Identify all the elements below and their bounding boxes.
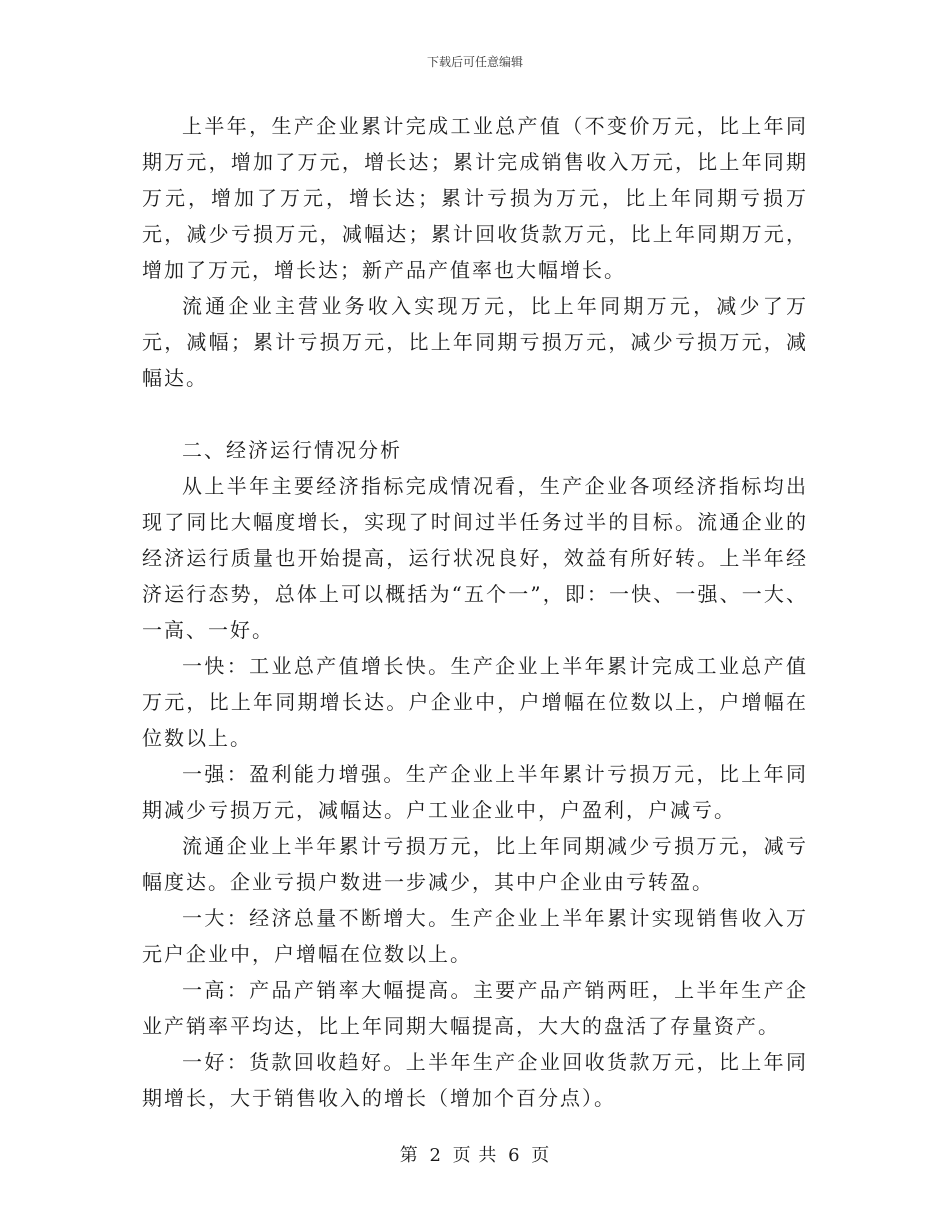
header-note: 下载后可任意编辑 [426, 55, 523, 69]
page-number [0, 1144, 950, 1168]
page-middle: 页 共 [452, 1145, 498, 1166]
paragraph-industry-summary: 上半年，生产企业累计完成工业总产值（不变价万元，比上年同期万元，增加了万元，增长达；累计完成销售收入万元，比上年同期万元，增加了万元，增长达；累计亏损为万元，比上年同期亏损万元，减少亏损万元，减幅达；累计回收货款万元，比上年同期万元，增加了万元，增长达；新产品产值率也大幅增长。 [142, 114, 808, 282]
paragraph-circulation-loss: 流通企业上半年累计亏损万元，比上年同期减少亏损万元，减亏幅度达。企业亏损户数进一步减少，其中户企业由亏转盈。 [142, 834, 808, 894]
paragraph-big: 一大：经济总量不断增大。生产企业上半年累计实现销售收入万元户企业中，户增幅在位数以上。 [142, 906, 808, 966]
paragraph-strong: 一强：盈利能力增强。生产企业上半年累计亏损万元，比上年同期减少亏损万元，减幅达。户工业企业中，户盈利，户减亏。 [142, 762, 808, 822]
page-suffix: 页 [531, 1145, 551, 1166]
document-body [142, 108, 808, 1116]
paragraph-fast: 一快：工业总产值增长快。生产企业上半年累计完成工业总产值万元，比上年同期增长达。户企业中，户增幅在位数以上，户增幅在位数以上。 [142, 654, 808, 750]
page-total: 6 [508, 1145, 521, 1166]
paragraph-circulation-summary: 流通企业主营业务收入实现万元，比上年同期万元，减少了万元，减幅；累计亏损万元，比上年同期亏损万元，减少亏损万元，减幅达。 [142, 294, 808, 390]
paragraph-good: 一好：货款回收趋好。上半年生产企业回收货款万元，比上年同期增长，大于销售收入的增长（增加个百分点）。 [142, 1050, 808, 1110]
paragraph-high: 一高：产品产销率大幅提高。主要产品产销两旺，上半年生产企业产销率平均达，比上年同期大幅提高，大大的盘活了存量资产。 [142, 978, 808, 1038]
paragraph-analysis-overview: 从上半年主要经济指标完成情况看，生产企业各项经济指标均出现了同比大幅度增长，实现了时间过半任务过半的目标。流通企业的经济运行质量也开始提高，运行状况良好，效益有所好转。上半年经济运行态势，总体上可以概括为“五个一”，即：一快、一强、一大、一高、一好。 [142, 474, 808, 642]
page-current: 2 [429, 1145, 442, 1166]
page-prefix: 第 [399, 1145, 419, 1166]
section-heading: 二、经济运行情况分析 [182, 438, 402, 462]
